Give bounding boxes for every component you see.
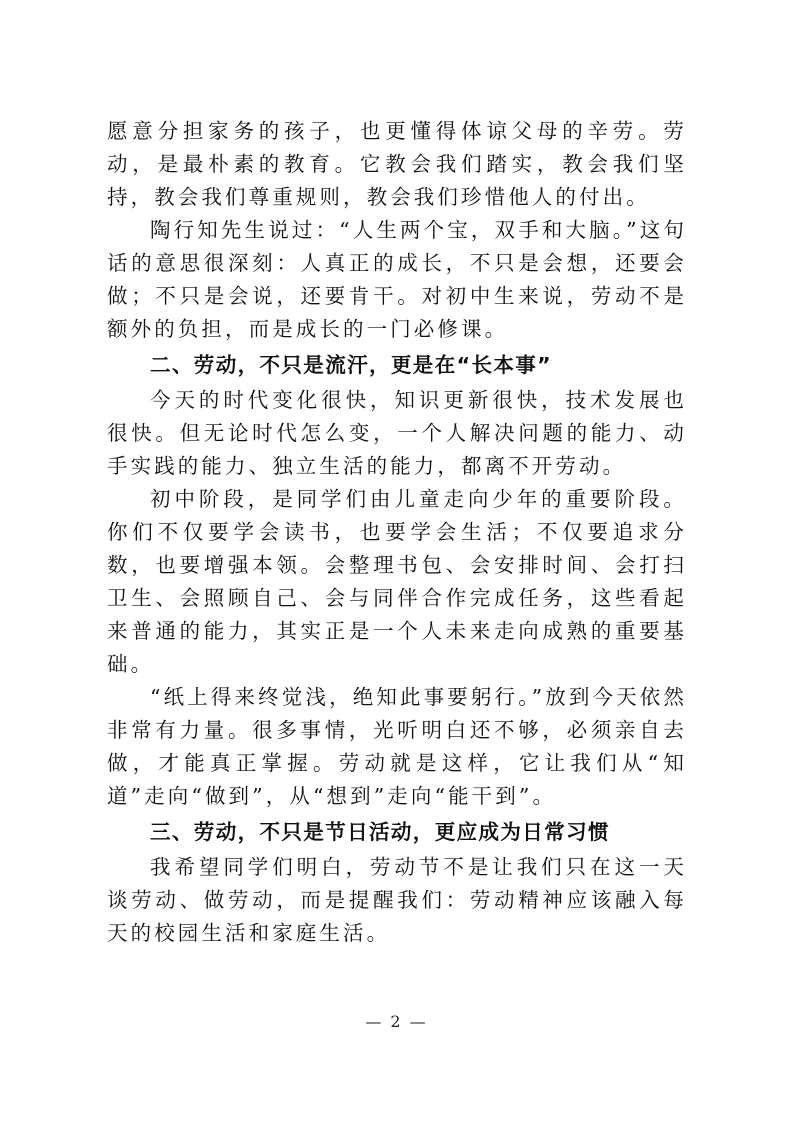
paragraph: 我希望同学们明白，劳动节不是让我们只在这一天谈劳动、做劳动，而是提醒我们：劳动精神应该融入每天的校园生活和家庭生活。 [107, 855, 687, 945]
paragraph: “纸上得来终觉浅，绝知此事要躬行。”放到今天依然非常有力量。很多事情，光听明白还不够，必须亲自去做，才能真正掌握。劳动就是这样，它让我们从“知道”走向“做到”，从“想到”走向“能干到”。 [107, 685, 687, 808]
paragraph: 陶行知先生说过：“人生两个宝，双手和大脑。”这句话的意思很深刻：人真正的成长，不只是会想，还要会做；不只是会说，还要肯干。对初中生来说，劳动不是额外的负担，而是成长的一门必修课。 [107, 218, 687, 341]
document-body [107, 115, 687, 950]
paragraph: 初中阶段，是同学们由儿童走向少年的重要阶段。你们不仅要学会读书，也要学会生活；不仅要追求分数，也要增强本领。会整理书包、会安排时间、会打扫卫生、会照顾自己、会与同伴合作完成任务，这些看起来普通的能力，其实正是一个人未来走向成熟的重要基础。 [107, 487, 687, 676]
paragraph: 今天的时代变化很快，知识更新很快，技术发展也很快。但无论时代怎么变，一个人解决问题的能力、动手实践的能力、独立生活的能力，都离不开劳动。 [107, 388, 687, 478]
section-heading-two: 二、劳动，不只是流汗，更是在“长本事” [150, 353, 553, 377]
paragraph-continued: 愿意分担家务的孩子，也更懂得体谅父母的辛劳。劳动，是最朴素的教育。它教会我们踏实，教会我们坚持，教会我们尊重规则，教会我们珍惜他人的付出。 [107, 119, 687, 209]
section-heading-three: 三、劳动，不只是节日活动，更应成为日常习惯 [150, 820, 610, 844]
page-number: — 2 — [365, 1012, 428, 1031]
